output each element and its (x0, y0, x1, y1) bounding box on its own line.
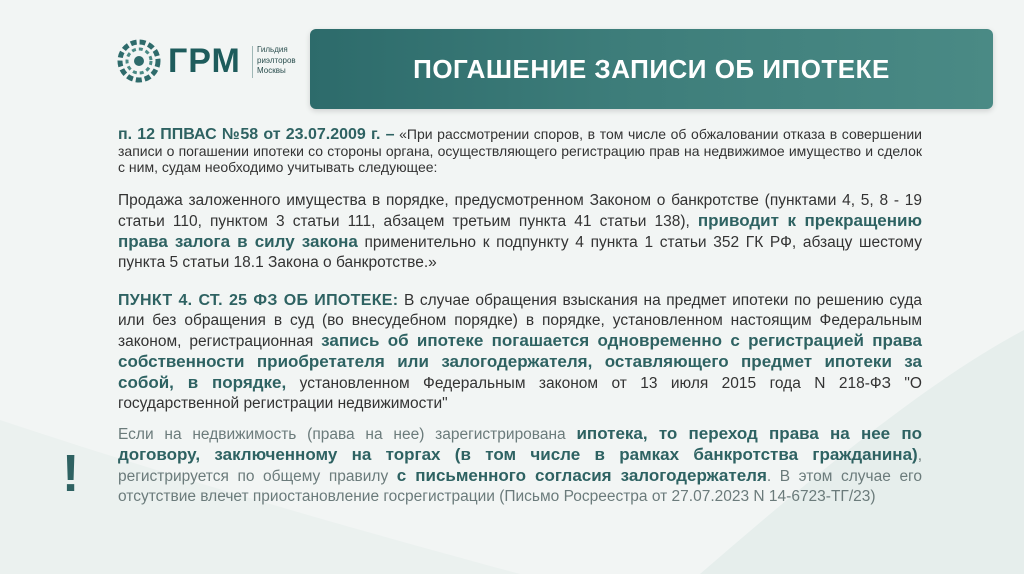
paragraph-ppvas-lead: п. 12 ППВАС №58 от 23.07.2009 г. – (118, 126, 395, 143)
paragraph-consent (118, 424, 922, 507)
title-banner (310, 29, 993, 109)
logo-ring-icon (116, 38, 162, 84)
logo (116, 38, 306, 86)
paragraph-mortgage-law-lead: ПУНКТ 4. СТ. 25 ФЗ ОБ ИПОТЕКЕ: (118, 292, 399, 309)
paragraph-bankruptcy-text2: применительно к подпункту 4 пункта 1 статьи 352 ГК РФ, абзацу шестому пункта 5 статьи 18.1 Закона о банкротстве.» (118, 234, 922, 271)
paragraph-ppvas (118, 126, 922, 175)
exclamation-mark: ! (62, 445, 80, 503)
logo-tagline: Гильдия риэлторов Москвы (257, 45, 296, 75)
logo-divider (252, 46, 253, 78)
paragraph-consent-text3: . В этом случае его отсутствие влечет приостановление госрегистрации (Письмо Росреестра от 27.07.2023 N 14-6723-ТГ/23) (118, 468, 922, 505)
paragraph-consent-text2: , регистрируется по общему правилу (118, 447, 922, 485)
paragraph-consent-highlight1: ипотека, то переход права на нее по договору, заключенному на торгах (в том числе в рамках банкротства гражданина) (118, 424, 922, 464)
paragraph-mortgage-law-text2: установленном Федеральным законом от 13 июля 2015 года N 218-ФЗ "О государственной регистрации недвижимости" (118, 375, 922, 412)
paragraph-consent-highlight2: с письменного согласия залогодержателя (396, 466, 767, 485)
logo-wordmark: ГРМ (168, 42, 241, 80)
paragraph-mortgage-law-text1: В случае обращения взыскания на предмет ипотеки по решению суда или без обращения в суд (во внесудебном порядке) в порядке, установленном настоящим Федеральным законом, регистрационная (118, 292, 922, 350)
paragraph-ppvas-text: «При рассмотрении споров, в том числе об обжаловании отказа в совершении записи о погашении ипотеки со стороны органа, осуществляющего регистрацию прав на недвижимое имущество и сделок с ним, судам необходимо учитывать следующее: (118, 126, 922, 175)
paragraph-consent-text1: Если на недвижимость (права на нее) зарегистрирована (118, 426, 577, 443)
slide-content (118, 126, 922, 507)
paragraph-bankruptcy (118, 191, 922, 273)
paragraph-mortgage-law (118, 291, 922, 414)
page-title: ПОГАШЕНИЕ ЗАПИСИ ОБ ИПОТЕКЕ (413, 53, 890, 84)
paragraph-bankruptcy-text1: Продажа заложенного имущества в порядке, предусмотренном Законом о банкротстве (пунктами 4, 5, 8 - 19 статьи 110, пунктом 3 статьи 111, абзацем третьим пункта 41 статьи 138), (118, 192, 922, 230)
paragraph-mortgage-law-highlight: запись об ипотеке погашается одновременно с регистрацией права собственности приобретателя или залогодержателя, оставляющего предмет ипотеки за собой, в порядке, (118, 331, 922, 392)
paragraph-bankruptcy-highlight: приводит к прекращению права залога в силу закона (118, 211, 922, 251)
